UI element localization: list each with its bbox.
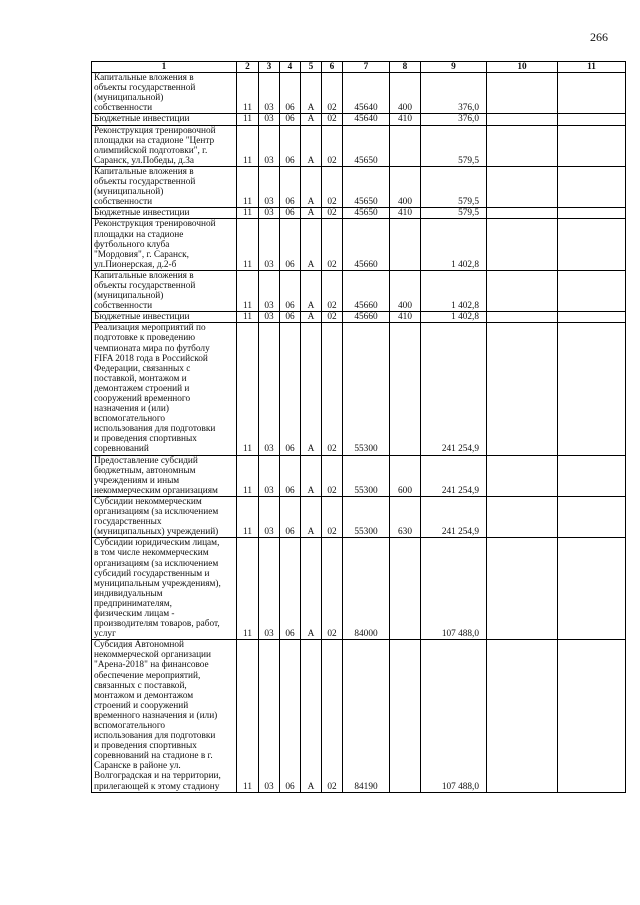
code-cell: 11 [237,125,259,166]
empty-cell [487,270,558,311]
row-name-cell: Бюджетные инвестиции [92,208,237,219]
table-row [92,538,626,640]
code-cell: 11 [237,323,259,455]
row-name-cell: Субсидии юридическим лицам, в том числе некоммерческим организациям (за исключением субсидий государственным и муниципальным учреждениям), индивидуальным предпринимателям, физическим лицам - производителям товаров, работ, услуг [92,538,237,640]
code-cell: 11 [237,219,259,270]
code-cell: 02 [322,166,343,207]
amount-cell: 1 402,8 [421,270,487,311]
empty-cell [558,270,626,311]
code-cell: 400 [390,166,421,207]
empty-cell [487,114,558,125]
code-cell: 11 [237,73,259,114]
column-header: 7 [343,62,390,73]
code-cell [390,640,421,792]
column-header: 10 [487,62,558,73]
table-row [92,125,626,166]
amount-cell: 107 488,0 [421,538,487,640]
code-cell: 06 [280,166,301,207]
empty-cell [558,125,626,166]
table-row [92,270,626,311]
header-row [92,62,626,73]
amount-cell: 107 488,0 [421,640,487,792]
code-cell: 02 [322,312,343,323]
code-cell: 410 [390,114,421,125]
code-cell: 84190 [343,640,390,792]
code-cell: 03 [259,496,280,537]
code-cell: 45660 [343,219,390,270]
column-header: 3 [259,62,280,73]
code-cell: А [301,166,322,207]
table-row [92,640,626,792]
code-cell: 03 [259,208,280,219]
empty-cell [558,208,626,219]
code-cell: 11 [237,270,259,311]
table-row [92,208,626,219]
code-cell: А [301,125,322,166]
code-cell: 06 [280,455,301,496]
code-cell: 03 [259,219,280,270]
code-cell: 400 [390,270,421,311]
row-name-cell: Капитальные вложения в объекты государственной (муниципальной) собственности [92,73,237,114]
empty-cell [487,455,558,496]
empty-cell [487,538,558,640]
code-cell: 630 [390,496,421,537]
amount-cell: 241 254,9 [421,496,487,537]
table-row [92,312,626,323]
empty-cell [487,208,558,219]
table-row [92,73,626,114]
code-cell: 03 [259,270,280,311]
code-cell: 03 [259,125,280,166]
code-cell: 03 [259,538,280,640]
code-cell: 11 [237,538,259,640]
code-cell: 02 [322,73,343,114]
table-row [92,219,626,270]
code-cell: А [301,270,322,311]
empty-cell [558,312,626,323]
code-cell [390,219,421,270]
code-cell: 03 [259,312,280,323]
empty-cell [487,125,558,166]
code-cell [390,125,421,166]
code-cell: 02 [322,323,343,455]
code-cell: 45650 [343,125,390,166]
empty-cell [558,496,626,537]
empty-cell [487,323,558,455]
code-cell: А [301,323,322,455]
table-row [92,114,626,125]
code-cell: 84000 [343,538,390,640]
column-header: 2 [237,62,259,73]
amount-cell: 1 402,8 [421,219,487,270]
empty-cell [558,114,626,125]
code-cell: 55300 [343,496,390,537]
code-cell: 06 [280,219,301,270]
row-name-cell: Бюджетные инвестиции [92,312,237,323]
empty-cell [558,323,626,455]
row-name-cell: Реализация мероприятий по подготовке к проведению чемпионата мира по футболу FIFA 2018 года в Российской Федерации, связанных с поставкой, монтажом и демонтажем строений и сооружений временного назначения и (или) вспомогательного использования для подготовки и проведения спортивных соревнований [92,323,237,455]
budget-table [91,61,626,793]
code-cell: А [301,455,322,496]
code-cell: 02 [322,455,343,496]
code-cell: 02 [322,208,343,219]
code-cell: 06 [280,270,301,311]
column-header: 8 [390,62,421,73]
empty-cell [558,455,626,496]
empty-cell [558,219,626,270]
empty-cell [487,640,558,792]
amount-cell: 579,5 [421,208,487,219]
column-header: 9 [421,62,487,73]
code-cell: А [301,496,322,537]
row-name-cell: Предоставление субсидий бюджетным, автономным учреждениям и иным некоммерческим организациям [92,455,237,496]
row-name-cell: Субсидии некоммерческим организациям (за исключением государственных (муниципальных) учреждений) [92,496,237,537]
code-cell: 400 [390,73,421,114]
code-cell: 11 [237,312,259,323]
row-name-cell: Реконструкция тренировочной площадки на стадионе футбольного клуба "Мордовия", г. Саранск, ул.Пионерская, д.2-б [92,219,237,270]
code-cell: 55300 [343,323,390,455]
amount-cell: 579,5 [421,166,487,207]
code-cell: 11 [237,640,259,792]
code-cell: 06 [280,640,301,792]
column-header: 1 [92,62,237,73]
code-cell: 45660 [343,270,390,311]
code-cell: А [301,538,322,640]
code-cell: 02 [322,114,343,125]
code-cell: 02 [322,270,343,311]
code-cell: А [301,114,322,125]
code-cell: 11 [237,455,259,496]
code-cell [390,538,421,640]
amount-cell: 376,0 [421,73,487,114]
table-row [92,323,626,455]
code-cell: 410 [390,208,421,219]
code-cell: 06 [280,114,301,125]
amount-cell: 1 402,8 [421,312,487,323]
code-cell: 02 [322,640,343,792]
code-cell: 03 [259,114,280,125]
code-cell: А [301,208,322,219]
code-cell: А [301,312,322,323]
table-row [92,166,626,207]
code-cell: 06 [280,538,301,640]
code-cell: 02 [322,219,343,270]
code-cell: 06 [280,73,301,114]
code-cell: 06 [280,125,301,166]
column-header: 11 [558,62,626,73]
code-cell: 03 [259,323,280,455]
code-cell: 06 [280,208,301,219]
code-cell [390,323,421,455]
empty-cell [487,496,558,537]
column-header: 4 [280,62,301,73]
empty-cell [487,312,558,323]
code-cell: 03 [259,640,280,792]
row-name-cell: Субсидия Автономной некоммерческой организации "Арена-2018" на финансовое обеспечение мероприятий, связанных с поставкой, монтажом и демонтажом строений и сооружений временного назначения и (или) вспомогательного использования для подготовки и проведения спортивных соревнований на стадионе в г. Саранске в районе ул. Волгоградская и на территории, прилегающей к этому стадиону [92,640,237,792]
code-cell: 03 [259,73,280,114]
code-cell: 11 [237,114,259,125]
code-cell: А [301,73,322,114]
empty-cell [558,166,626,207]
column-header: 5 [301,62,322,73]
page-number: 266 [590,30,608,44]
code-cell: 45650 [343,208,390,219]
empty-cell [487,166,558,207]
amount-cell: 241 254,9 [421,455,487,496]
code-cell: 06 [280,312,301,323]
empty-cell [487,73,558,114]
row-name-cell: Капитальные вложения в объекты государственной (муниципальной) собственности [92,270,237,311]
row-name-cell: Бюджетные инвестиции [92,114,237,125]
code-cell: 45640 [343,114,390,125]
empty-cell [558,538,626,640]
code-cell: 45660 [343,312,390,323]
amount-cell: 579,5 [421,125,487,166]
code-cell: 03 [259,166,280,207]
code-cell: 06 [280,496,301,537]
code-cell: 410 [390,312,421,323]
amount-cell: 241 254,9 [421,323,487,455]
empty-cell [558,640,626,792]
code-cell: 11 [237,208,259,219]
code-cell: 02 [322,538,343,640]
row-name-cell: Капитальные вложения в объекты государственной (муниципальной) собственности [92,166,237,207]
empty-cell [558,73,626,114]
code-cell: 02 [322,496,343,537]
code-cell: 600 [390,455,421,496]
table-row [92,496,626,537]
code-cell: 55300 [343,455,390,496]
empty-cell [487,219,558,270]
code-cell: А [301,219,322,270]
column-header: 6 [322,62,343,73]
code-cell: 06 [280,323,301,455]
code-cell: 11 [237,496,259,537]
amount-cell: 376,0 [421,114,487,125]
code-cell: 02 [322,125,343,166]
table-row [92,455,626,496]
code-cell: 11 [237,166,259,207]
row-name-cell: Реконструкция тренировочной площадки на стадионе "Центр олимпийской подготовки", г. Саранск, ул.Победы, д.3а [92,125,237,166]
code-cell: 03 [259,455,280,496]
code-cell: 45650 [343,166,390,207]
code-cell: 45640 [343,73,390,114]
code-cell: А [301,640,322,792]
